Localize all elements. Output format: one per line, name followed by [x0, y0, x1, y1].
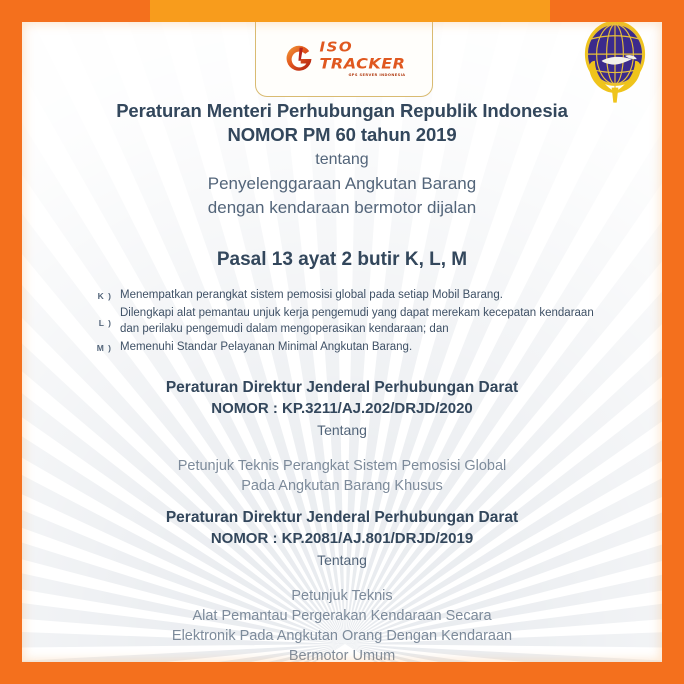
- list-item-marker: L ): [98, 318, 112, 328]
- iso-tracker-logo-box: [255, 22, 433, 97]
- iso-tracker-word-iso: ISO: [319, 39, 354, 56]
- decree-a-subject-line-1: Petunjuk Teknis Perangkat Sistem Pemosisi Global: [177, 458, 507, 474]
- decree-b-line-3: Tentang: [317, 552, 367, 568]
- kemenhub-globe-logo-icon: [573, 22, 657, 106]
- article-heading: Pasal 13 ayat 2 butir K, L, M: [216, 249, 468, 270]
- decree-b-line-2: NOMOR : KP.2081/AJ.801/DRJD/2019: [210, 530, 474, 547]
- decree-a-block: [22, 377, 662, 496]
- decree-a-subject-line-2: Pada Angkutan Barang Khusus: [241, 478, 443, 494]
- iso-tracker-tagline: GPS SERVER INDONESIA: [348, 73, 406, 78]
- decree-a-line-2: NOMOR : KP.3211/AJ.202/DRJD/2020: [211, 400, 473, 417]
- list-item-text: Memenuhi Standar Pelayanan Minimal Angkutan Barang.: [120, 341, 413, 353]
- list-item: [74, 339, 616, 355]
- regulation-title-line-5: dengan kendaraan bermotor dijalan: [207, 198, 477, 217]
- decree-b-subject-line-2: Alat Pemantau Pergerakan Kendaraan Secara: [192, 608, 492, 624]
- decree-b-subject-line-3: Elektronik Pada Angkutan Orang Dengan Kendaraan: [171, 628, 513, 644]
- list-item-text: Dilengkapi alat pemantau unjuk kerja pengemudi yang dapat merekam kecepatan kendaraan dan perilaku pengemudi dalam mengoperasikan kendaraan; dan: [120, 307, 594, 335]
- iso-tracker-swoosh-icon: [282, 42, 316, 76]
- frame-top-accent: [150, 0, 550, 22]
- list-item-marker: M ): [96, 343, 112, 353]
- list-item: [74, 287, 616, 303]
- regulation-title-line-1: Peraturan Menteri Perhubungan Republik Indonesia: [116, 100, 568, 121]
- poster-content: [22, 22, 662, 662]
- regulation-title-line-2: NOMOR PM 60 tahun 2019: [227, 124, 457, 145]
- regulation-header: [22, 99, 662, 220]
- decree-a-line-1: Peraturan Direktur Jenderal Perhubungan Darat: [165, 379, 519, 396]
- iso-tracker-word-tracker: TRACKER: [319, 55, 406, 73]
- decree-a-line-3: Tentang: [317, 422, 367, 438]
- regulation-title-line-4: Penyelenggaraan Angkutan Barang: [207, 174, 477, 193]
- regulation-title-line-3: tentang: [315, 151, 369, 168]
- poster-panel: [22, 22, 662, 662]
- decree-b-line-1: Peraturan Direktur Jenderal Perhubungan Darat: [165, 509, 519, 526]
- decree-b-subject-line-4: Bermotor Umum: [288, 648, 396, 662]
- list-item: [74, 305, 616, 337]
- article-clause-list: [74, 287, 616, 357]
- decree-b-block: [22, 507, 662, 662]
- decree-b-subject-line-1: Petunjuk Teknis: [291, 588, 393, 604]
- list-item-marker: K ): [97, 291, 112, 301]
- list-item-text: Menempatkan perangkat sistem pemosisi global pada setiap Mobil Barang.: [120, 289, 503, 301]
